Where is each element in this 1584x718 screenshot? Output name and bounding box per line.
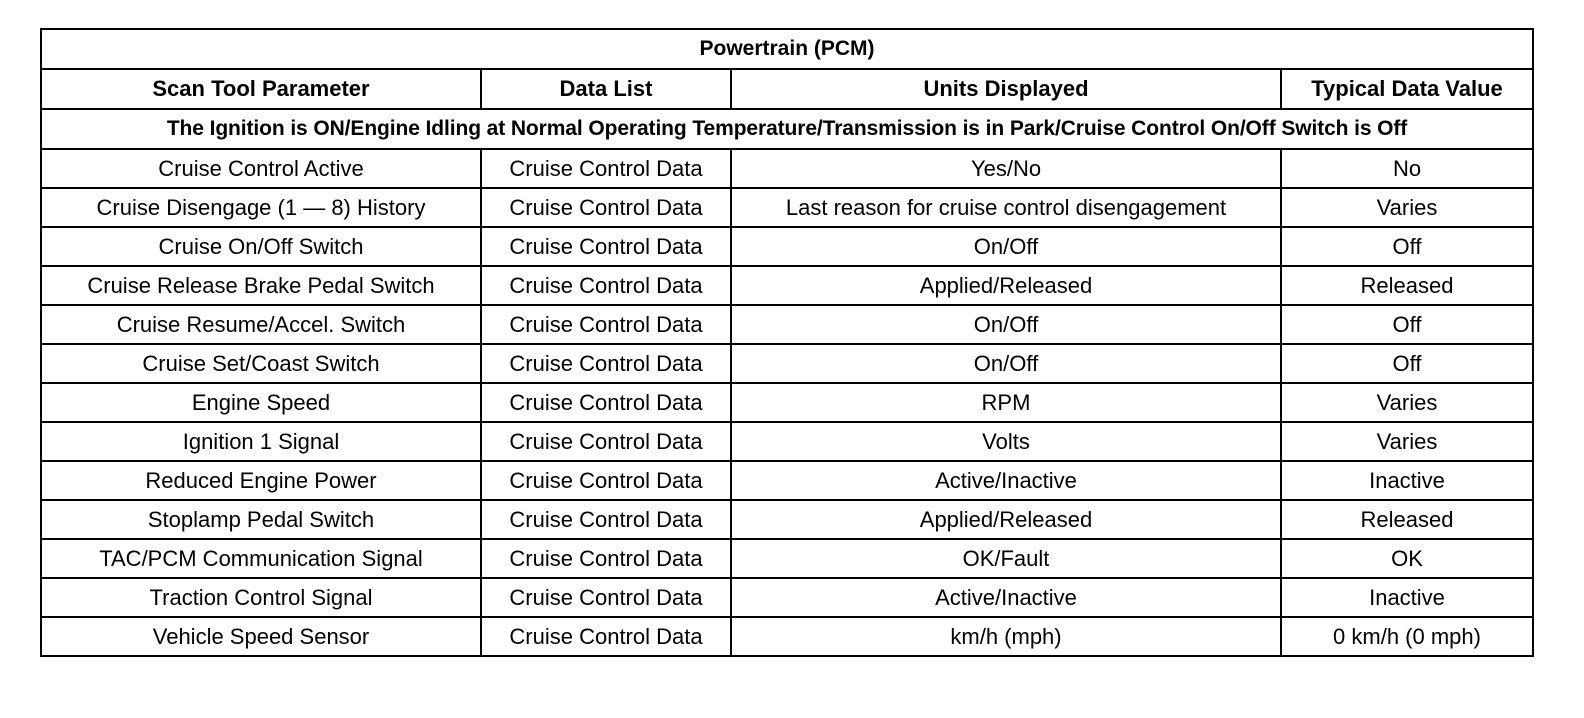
table-row (41, 578, 1533, 617)
table-row (41, 344, 1533, 383)
units-cell: Volts (731, 422, 1281, 461)
parameter-cell: Cruise Disengage (1 — 8) History (41, 188, 481, 227)
units-cell: Last reason for cruise control disengagement (731, 188, 1281, 227)
table-header-row (41, 69, 1533, 109)
parameter-cell: Engine Speed (41, 383, 481, 422)
column-header-data-list: Data List (481, 69, 731, 109)
data-list-cell: Cruise Control Data (481, 344, 731, 383)
typical-value-cell: Off (1281, 305, 1533, 344)
column-header-typical-data-value: Typical Data Value (1281, 69, 1533, 109)
parameter-cell: Stoplamp Pedal Switch (41, 500, 481, 539)
typical-value-cell: Off (1281, 227, 1533, 266)
table-title: Powertrain (PCM) (41, 29, 1533, 69)
parameter-cell: Vehicle Speed Sensor (41, 617, 481, 656)
typical-value-cell: Inactive (1281, 578, 1533, 617)
data-list-cell: Cruise Control Data (481, 266, 731, 305)
scan-tool-data-table (40, 28, 1534, 657)
typical-value-cell: Off (1281, 344, 1533, 383)
column-header-units-displayed: Units Displayed (731, 69, 1281, 109)
data-list-cell: Cruise Control Data (481, 539, 731, 578)
table-row (41, 383, 1533, 422)
table-title-row (41, 29, 1533, 69)
typical-value-cell: Varies (1281, 188, 1533, 227)
table-row (41, 617, 1533, 656)
data-list-cell: Cruise Control Data (481, 422, 731, 461)
parameter-cell: TAC/PCM Communication Signal (41, 539, 481, 578)
typical-value-cell: Released (1281, 266, 1533, 305)
typical-value-cell: OK (1281, 539, 1533, 578)
table-row (41, 461, 1533, 500)
parameter-cell: Cruise Release Brake Pedal Switch (41, 266, 481, 305)
table-row (41, 500, 1533, 539)
typical-value-cell: Released (1281, 500, 1533, 539)
parameter-cell: Reduced Engine Power (41, 461, 481, 500)
units-cell: RPM (731, 383, 1281, 422)
parameter-cell: Cruise Resume/Accel. Switch (41, 305, 481, 344)
table-row (41, 227, 1533, 266)
units-cell: Applied/Released (731, 500, 1281, 539)
data-list-cell: Cruise Control Data (481, 149, 731, 188)
table-condition-row (41, 109, 1533, 149)
typical-value-cell: Inactive (1281, 461, 1533, 500)
units-cell: On/Off (731, 227, 1281, 266)
typical-value-cell: Varies (1281, 422, 1533, 461)
table-row (41, 305, 1533, 344)
data-list-cell: Cruise Control Data (481, 578, 731, 617)
units-cell: km/h (mph) (731, 617, 1281, 656)
typical-value-cell: 0 km/h (0 mph) (1281, 617, 1533, 656)
units-cell: On/Off (731, 305, 1281, 344)
data-list-cell: Cruise Control Data (481, 188, 731, 227)
parameter-cell: Ignition 1 Signal (41, 422, 481, 461)
operating-condition-note: The Ignition is ON/Engine Idling at Normal Operating Temperature/Transmission is in Park/Cruise Control On/Off Switch is Off (41, 109, 1533, 149)
table-row (41, 149, 1533, 188)
units-cell: Applied/Released (731, 266, 1281, 305)
units-cell: Active/Inactive (731, 578, 1281, 617)
data-list-cell: Cruise Control Data (481, 617, 731, 656)
column-header-scan-tool-parameter: Scan Tool Parameter (41, 69, 481, 109)
units-cell: On/Off (731, 344, 1281, 383)
data-list-cell: Cruise Control Data (481, 305, 731, 344)
typical-value-cell: No (1281, 149, 1533, 188)
table-row (41, 539, 1533, 578)
data-list-cell: Cruise Control Data (481, 500, 731, 539)
data-list-cell: Cruise Control Data (481, 227, 731, 266)
data-list-cell: Cruise Control Data (481, 383, 731, 422)
parameter-cell: Cruise Control Active (41, 149, 481, 188)
table-row (41, 422, 1533, 461)
parameter-cell: Cruise On/Off Switch (41, 227, 481, 266)
units-cell: Active/Inactive (731, 461, 1281, 500)
typical-value-cell: Varies (1281, 383, 1533, 422)
table-row (41, 188, 1533, 227)
units-cell: OK/Fault (731, 539, 1281, 578)
data-list-cell: Cruise Control Data (481, 461, 731, 500)
units-cell: Yes/No (731, 149, 1281, 188)
parameter-cell: Cruise Set/Coast Switch (41, 344, 481, 383)
parameter-cell: Traction Control Signal (41, 578, 481, 617)
scan-tool-data-table-container (40, 28, 1532, 657)
table-row (41, 266, 1533, 305)
